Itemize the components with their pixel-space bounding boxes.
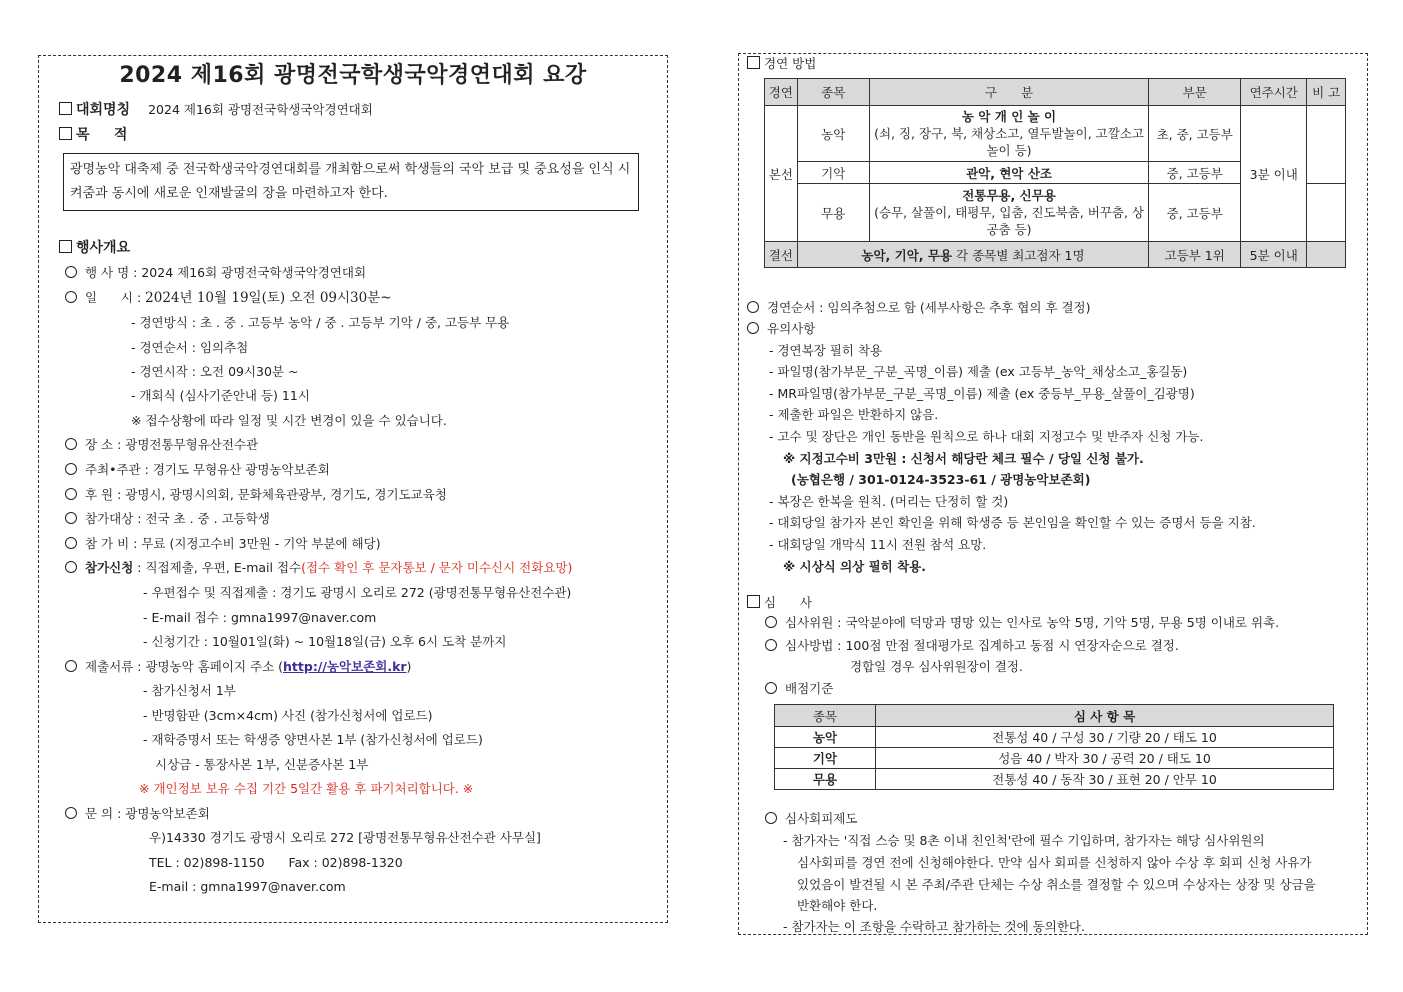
date-sub-2: - 경연순서 : 임의추첨 <box>131 340 249 355</box>
judge-method: 심사방법 : 100점 만점 절대평가로 집계하고 동점 시 연장자순으로 결정. <box>765 637 1179 655</box>
table-row: 결선 농악, 기악, 무용 각 종목별 최고점자 1명 고등부 1위 5분 이내 <box>765 242 1346 268</box>
homepage-link[interactable]: http://농악보존회.kr <box>283 659 407 674</box>
purpose-label-row: 목 적 <box>59 126 127 144</box>
criteria-table <box>774 704 1334 790</box>
note-4: - 제출한 파일은 반환하지 않음. <box>769 407 939 422</box>
table-row: 기악 관악, 현악 산조 중, 고등부 <box>765 162 1346 184</box>
event-host: 주최•주관 : 경기도 무형유산 광명농악보존회 <box>65 461 330 479</box>
event-docs: 제출서류 : 광명농악 홈페이지 주소 (http://농악보존회.kr) <box>65 658 411 676</box>
docs-sub-1: - 참가신청서 1부 <box>143 683 236 698</box>
final-cell: 결선 <box>765 242 798 268</box>
table-header: 비 고 <box>1307 79 1346 106</box>
table-header: 심 사 항 목 <box>876 705 1334 727</box>
table-header: 연주시간 <box>1241 79 1307 106</box>
table-header: 부문 <box>1149 79 1241 106</box>
inquiry-address: 우)14330 경기도 광명시 오리로 272 [광명전통무형유산전수관 사무실] <box>149 830 541 845</box>
apply-sub-1: - 우편접수 및 직접제출 : 경기도 광명시 오리로 272 (광명전통무형유산전수관) <box>143 585 572 600</box>
criteria-label: 배점기준 <box>765 680 833 698</box>
event-inquiry: 문 의 : 광명농악보존회 <box>65 805 210 823</box>
docs-sub-2: - 반명함판 (3cm×4cm) 사진 (참가신청서에 업로드) <box>143 708 433 723</box>
table-row: 무용 전통성 40 / 동작 30 / 표현 20 / 안무 10 <box>775 769 1334 790</box>
recusal-2: 심사회피를 경연 전에 신청해야한다. 만약 심사 회피를 신청하지 않아 수상 후 회피 신청 사유가 <box>797 855 1312 870</box>
docs-sub-3: - 재학증명서 또는 학생증 양면사본 1부 (참가신청서에 업로드) <box>143 732 483 747</box>
event-target: 참가대상 : 전국 초 . 중 . 고등학생 <box>65 510 270 528</box>
note-2: - 파일명(참가부문_구분_곡명_이름) 제출 (ex 고등부_농악_채상소고_홍길동) <box>769 364 1188 379</box>
table-header: 종목 <box>797 79 869 106</box>
checkbox-icon <box>59 127 72 140</box>
judge-method-2: 경합일 경우 심사위원장이 결정. <box>850 659 1023 674</box>
purpose-box: 광명농악 대축제 중 전국학생국악경연대회를 개최함으로써 학생들의 국악 보급 및 중요성을 인식 시켜줌과 동시에 새로운 인재발굴의 장을 마련하고자 한다. <box>63 153 639 211</box>
note-8: - 복장은 한복을 원칙. (머리는 단정히 할 것) <box>769 494 1009 509</box>
judge-label-row: 심 사 <box>747 594 812 612</box>
note-6: ※ 지정고수비 3만원 : 신청서 해당란 체크 필수 / 당일 신청 불가. <box>783 451 1144 466</box>
table-header: 경연 <box>765 79 798 106</box>
bullet-circle-icon <box>765 616 777 628</box>
bullet-circle-icon <box>65 512 77 524</box>
date-note: ※ 접수상황에 따라 일정 및 시간 변경이 있을 수 있습니다. <box>131 413 447 428</box>
overview-label-row: 행사개요 <box>59 239 130 257</box>
bullet-circle-icon <box>65 561 77 573</box>
left-page <box>38 55 668 923</box>
date-sub-4: - 개회식 (심사기준안내 등) 11시 <box>131 388 310 403</box>
note-10: - 대회당일 개막식 11시 전원 참석 요망. <box>769 537 987 552</box>
date-sub-1: - 경연방식 : 초 . 중 . 고등부 농악 / 중 . 고등부 기악 / 중, 고등부 무용 <box>131 315 510 330</box>
bullet-circle-icon <box>65 291 77 303</box>
bullet-circle-icon <box>765 812 777 824</box>
method-label-row: 경연 방법 <box>747 55 816 73</box>
event-date: 일 시 : 2024년 10월 19일(토) 오전 09시30분~ <box>65 289 392 307</box>
privacy-note: ※ 개인정보 보유 수집 기간 5일간 활용 후 파기처리합니다. ※ <box>139 781 474 796</box>
apply-sub-2: - E-mail 접수 : gmna1997@naver.com <box>143 610 377 625</box>
table-header: 종목 <box>775 705 876 727</box>
event-place: 장 소 : 광명전통무형유산전수관 <box>65 436 258 454</box>
bullet-circle-icon <box>65 266 77 278</box>
bullet-circle-icon <box>65 463 77 475</box>
date-sub-3: - 경연시작 : 오전 09시30분 ~ <box>131 364 299 379</box>
document-title: 2024 제16회 광명전국학생국악경연대회 요강 <box>119 63 587 88</box>
name-row: 대회명칭 2024 제16회 광명전국학생국악경연대회 <box>59 101 373 119</box>
bullet-circle-icon <box>65 807 77 819</box>
prelim-time: 3분 이내 <box>1241 106 1307 242</box>
judges: 심사위원 : 국악분야에 덕망과 명망 있는 인사로 농악 5명, 기악 5명, 무용 5명 이내로 위촉. <box>765 614 1279 632</box>
note-5: - 고수 및 장단은 개인 동반을 원칙으로 하나 대회 지정고수 및 반주자 신청 가능. <box>769 429 1204 444</box>
recusal-label: 심사회피제도 <box>765 810 857 828</box>
note-11: ※ 시상식 의상 필히 착용. <box>783 559 926 574</box>
table-row: 본선 농악 농 악 개 인 놀 이 (쇠, 징, 장구, 북, 채상소고, 열두발놀이, 고깔소고 놀이 등) 초, 중, 고등부 3분 이내 <box>765 106 1346 162</box>
checkbox-icon <box>59 102 72 115</box>
inquiry-email: E-mail : gmna1997@naver.com <box>149 879 346 894</box>
bullet-circle-icon <box>747 322 759 334</box>
table-row: 무용 전통무용, 신무용 (승무, 살풀이, 태평무, 입춤, 진도북춤, 버꾸춤, 상공춤 등) 중, 고등부 <box>765 184 1346 242</box>
notes-label: 유의사항 <box>747 320 815 338</box>
table-header: 구 분 <box>869 79 1149 106</box>
competition-table <box>764 78 1346 268</box>
checkbox-icon <box>59 240 72 253</box>
right-page <box>738 53 1368 935</box>
bullet-circle-icon <box>65 438 77 450</box>
docs-sub-4: 시상금 - 통장사본 1부, 신분증사본 1부 <box>155 757 369 772</box>
checkbox-icon <box>747 595 760 608</box>
event-fee: 참 가 비 : 무료 (지정고수비 3만원 - 기악 부분에 해당) <box>65 535 381 553</box>
apply-sub-3: - 신청기간 : 10월01일(화) ~ 10월18일(금) 오후 6시 도착 분까지 <box>143 634 507 649</box>
recusal-5: - 참가자는 이 조항을 수락하고 참가하는 것에 동의한다. <box>783 919 1085 934</box>
bullet-circle-icon <box>65 660 77 672</box>
inquiry-tel: TEL : 02)898-1150 Fax : 02)898-1320 <box>149 855 403 870</box>
note-1: - 경연복장 필히 착용 <box>769 343 883 358</box>
event-apply: 참가신청 : 직접제출, 우편, E-mail 접수(접수 확인 후 문자통보 / 문자 미수신시 전화요망) <box>65 559 572 577</box>
recusal-3: 있었음이 발견될 시 본 주최/주관 단체는 수상 취소를 결정할 수 있으며 수상자는 상장 및 상금을 <box>797 877 1316 892</box>
bullet-circle-icon <box>765 639 777 651</box>
bullet-circle-icon <box>65 537 77 549</box>
bullet-circle-icon <box>747 301 759 313</box>
checkbox-icon <box>747 56 760 69</box>
note-9: - 대회당일 참가자 본인 확인을 위해 학생증 등 본인임을 확인할 수 있는 증명서 등을 지참. <box>769 515 1256 530</box>
prelim-cell: 본선 <box>765 106 798 242</box>
note-3: - MR파일명(참가부문_구분_곡명_이름) 제출 (ex 중등부_무용_살풀이_김광명) <box>769 386 1195 401</box>
table-row: 농악 전통성 40 / 구성 30 / 기량 20 / 태도 10 <box>775 727 1334 748</box>
recusal-1: - 참가자는 '직접 스승 및 8촌 이내 친인척'란에 필수 기입하며, 참가자는 해당 심사위원의 <box>783 833 1265 848</box>
event-name: 행 사 명 : 2024 제16회 광명전국학생국악경연대회 <box>65 264 366 282</box>
recusal-4: 반환해야 한다. <box>797 898 878 913</box>
competition-order: 경연순서 : 임의추첨으로 함 (세부사항은 추후 협의 후 결정) <box>747 299 1090 317</box>
bullet-circle-icon <box>65 488 77 500</box>
bullet-circle-icon <box>765 682 777 694</box>
table-row: 기악 성음 40 / 박자 30 / 공력 20 / 태도 10 <box>775 748 1334 769</box>
note-7: (농협은행 / 301-0124-3523-61 / 광명농악보존회) <box>791 472 1091 487</box>
event-sponsor: 후 원 : 광명시, 광명시의회, 문화체육관광부, 경기도, 경기도교육청 <box>65 486 447 504</box>
